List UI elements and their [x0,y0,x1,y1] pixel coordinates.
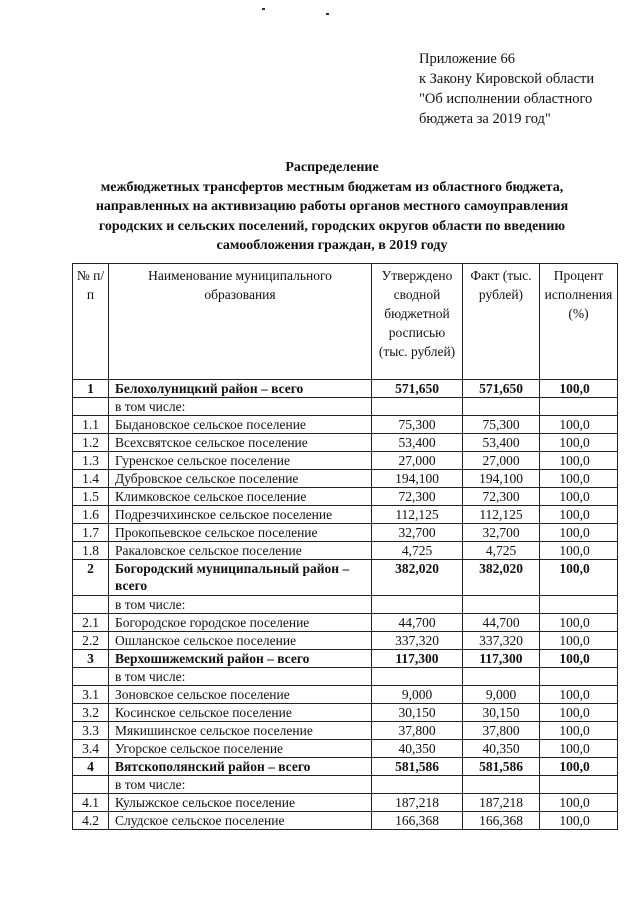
row-number: 1.8 [73,542,109,560]
row-approved: 53,400 [372,434,463,452]
row-fact: 30,150 [463,704,540,722]
row-name: Прокопьевское сельское поселение [109,524,372,542]
row-fact [463,776,540,794]
row-fact: 40,350 [463,740,540,758]
table-row [73,506,618,524]
row-percent: 100,0 [540,704,618,722]
table-body [73,380,618,830]
row-percent: 100,0 [540,794,618,812]
row-percent: 100,0 [540,542,618,560]
row-percent [540,668,618,686]
row-number: 2.1 [73,614,109,632]
row-fact: 53,400 [463,434,540,452]
row-approved [372,398,463,416]
row-number: 1.2 [73,434,109,452]
title-line: городских и сельских поселений, городских округов области по введению [98,218,566,234]
header-approved: Утверждено сводной бюджетной росписью (тыс. рублей) [372,264,463,380]
annex-line: Приложение 66 [419,51,515,67]
table-row [73,560,618,596]
table-row [73,740,618,758]
row-name: Кулыжское сельское поселение [109,794,372,812]
table-header-row [73,264,618,380]
table-row [73,614,618,632]
row-name: Слудское сельское поселение [109,812,372,830]
row-percent: 100,0 [540,380,618,398]
table-row [73,794,618,812]
header-fact: Факт (тыс. рублей) [463,264,540,380]
row-name: Богородский муниципальный район – всего [109,560,372,596]
scan-mark [326,13,329,15]
row-fact: 166,368 [463,812,540,830]
row-percent [540,398,618,416]
table-row [73,398,618,416]
row-approved [372,776,463,794]
row-approved: 337,320 [372,632,463,650]
table-row [73,686,618,704]
row-percent: 100,0 [540,686,618,704]
row-name: Мякишинское сельское поселение [109,722,372,740]
row-name: в том числе: [109,668,372,686]
header-no: № п/п [73,264,109,380]
row-number: 1.6 [73,506,109,524]
row-name: Быдановское сельское поселение [109,416,372,434]
table-row [73,668,618,686]
row-number: 3.2 [73,704,109,722]
row-percent: 100,0 [540,524,618,542]
row-name: Зоновское сельское поселение [109,686,372,704]
table-row [73,650,618,668]
row-fact: 117,300 [463,650,540,668]
table-row [73,632,618,650]
row-name: Богородское городское поселение [109,614,372,632]
row-fact: 32,700 [463,524,540,542]
row-percent: 100,0 [540,434,618,452]
row-approved: 40,350 [372,740,463,758]
table-row [73,812,618,830]
row-percent: 100,0 [540,560,618,596]
table-row [73,704,618,722]
row-name: в том числе: [109,398,372,416]
row-fact [463,398,540,416]
row-name: Белохолуницкий район – всего [109,380,372,398]
row-approved: 571,650 [372,380,463,398]
row-fact: 9,000 [463,686,540,704]
table-row [73,776,618,794]
row-approved: 382,020 [372,560,463,596]
scan-mark [262,8,265,10]
row-name: в том числе: [109,596,372,614]
row-approved: 4,725 [372,542,463,560]
row-percent: 100,0 [540,470,618,488]
row-fact: 571,650 [463,380,540,398]
row-percent: 100,0 [540,740,618,758]
row-fact [463,668,540,686]
row-approved: 27,000 [372,452,463,470]
table-row [73,452,618,470]
row-fact: 4,725 [463,542,540,560]
annex-line: к Закону Кировской области [419,71,595,87]
row-fact: 112,125 [463,506,540,524]
row-percent: 100,0 [540,812,618,830]
row-percent: 100,0 [540,650,618,668]
row-name: Климковское сельское поселение [109,488,372,506]
row-percent: 100,0 [540,632,618,650]
table-row [73,416,618,434]
row-approved: 30,150 [372,704,463,722]
row-approved [372,668,463,686]
row-name: Верхошижемский район – всего [109,650,372,668]
row-percent: 100,0 [540,722,618,740]
row-name: Ошланское сельское поселение [109,632,372,650]
row-fact: 337,320 [463,632,540,650]
annex-line: бюджета за 2019 год" [419,111,551,127]
table-row [73,434,618,452]
table-row [73,542,618,560]
title-line: самообложения граждан, в 2019 году [216,238,448,253]
row-name: Ракаловское сельское поселение [109,542,372,560]
row-name: Вятскополянский район – всего [109,758,372,776]
row-number: 3.1 [73,686,109,704]
row-number: 4.1 [73,794,109,812]
table-row [73,524,618,542]
document-title [72,158,592,256]
annex-line: "Об исполнении областного [419,91,593,107]
row-fact: 27,000 [463,452,540,470]
row-percent: 100,0 [540,614,618,632]
row-fact: 75,300 [463,416,540,434]
row-number: 2.2 [73,632,109,650]
row-approved: 44,700 [372,614,463,632]
row-number: 1.4 [73,470,109,488]
row-percent: 100,0 [540,506,618,524]
row-name: Косинское сельское поселение [109,704,372,722]
header-percent: Процент исполнения (%) [540,264,618,380]
row-number: 2 [73,560,109,596]
row-approved: 37,800 [372,722,463,740]
title-line: Распределение [285,160,379,175]
row-approved: 75,300 [372,416,463,434]
table-row [73,722,618,740]
row-number: 3.4 [73,740,109,758]
row-percent: 100,0 [540,758,618,776]
table-row [73,488,618,506]
transfers-table [72,263,618,830]
table-row [73,470,618,488]
table-row [73,758,618,776]
row-name: Дубровское сельское поселение [109,470,372,488]
row-approved: 32,700 [372,524,463,542]
row-number: 1.3 [73,452,109,470]
row-approved: 117,300 [372,650,463,668]
row-approved: 9,000 [372,686,463,704]
table-row [73,380,618,398]
row-fact: 581,586 [463,758,540,776]
row-number: 1.5 [73,488,109,506]
row-percent [540,596,618,614]
row-number: 1.1 [73,416,109,434]
row-percent [540,776,618,794]
row-fact: 37,800 [463,722,540,740]
title-line: межбюджетных трансфертов местным бюджетам из областного бюджета, [100,179,564,195]
row-number [73,398,109,416]
row-approved: 72,300 [372,488,463,506]
row-name: Гуренское сельское поселение [109,452,372,470]
row-fact [463,596,540,614]
row-fact: 44,700 [463,614,540,632]
row-number [73,668,109,686]
row-number [73,596,109,614]
row-number: 4.2 [73,812,109,830]
row-name: Всехсвятское сельское поселение [109,434,372,452]
row-approved: 187,218 [372,794,463,812]
row-approved [372,596,463,614]
row-number: 1.7 [73,524,109,542]
row-fact: 194,100 [463,470,540,488]
title-line: направленных на активизацию работы органов местного самоуправления [95,199,569,214]
row-name: Угорское сельское поселение [109,740,372,758]
row-number [73,776,109,794]
row-percent: 100,0 [540,452,618,470]
row-fact: 72,300 [463,488,540,506]
row-percent: 100,0 [540,488,618,506]
row-approved: 194,100 [372,470,463,488]
row-approved: 166,368 [372,812,463,830]
row-number: 1 [73,380,109,398]
table-row [73,596,618,614]
annex-header [419,49,594,129]
row-approved: 112,125 [372,506,463,524]
row-number: 3 [73,650,109,668]
row-approved: 581,586 [372,758,463,776]
row-number: 3.3 [73,722,109,740]
row-name: в том числе: [109,776,372,794]
row-number: 4 [73,758,109,776]
header-name: Наименование муниципального образования [109,264,372,380]
row-fact: 382,020 [463,560,540,596]
row-name: Подрезчихинское сельское поселение [109,506,372,524]
row-percent: 100,0 [540,416,618,434]
row-fact: 187,218 [463,794,540,812]
